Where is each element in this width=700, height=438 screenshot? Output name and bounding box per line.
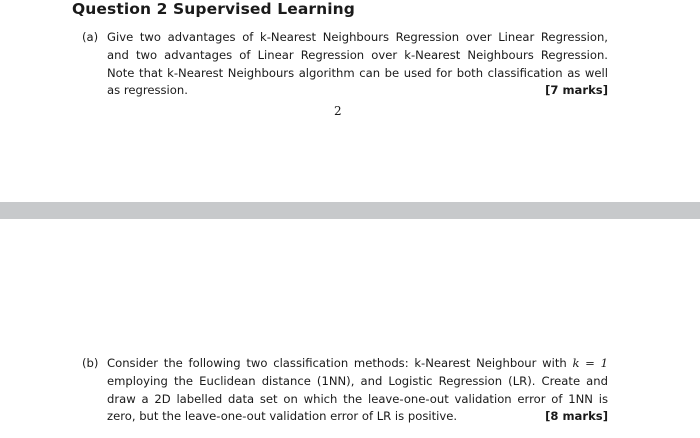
- page-separator: [0, 202, 700, 219]
- part-a-line-3: Note that k-Nearest Neighbours algorithm can be used for both classification as well: [107, 65, 608, 80]
- part-b-line-4-text: zero, but the leave-one-out validation error of LR is positive.: [107, 409, 458, 424]
- part-a-label: (a): [82, 30, 99, 44]
- part-a-line-4-text: as regression.: [107, 83, 188, 98]
- question-heading: Question 2 Supervised Learning: [72, 0, 355, 18]
- part-b-k-equation: k = 1: [572, 356, 608, 370]
- part-a: [82, 29, 608, 100]
- part-b-line-2: employing the Euclidean distance (1NN), and Logistic Regression (LR). Create and: [107, 373, 608, 388]
- part-a-line-2: and two advantages of Linear Regression over k-Nearest Neighbours Regression.: [107, 47, 608, 62]
- part-b-marks: [8 marks]: [545, 409, 608, 424]
- part-a-line-4: [107, 82, 608, 100]
- part-b-body: [107, 355, 608, 426]
- part-b-label: (b): [82, 356, 99, 370]
- part-b-line-1: [107, 355, 608, 373]
- part-b-line-1-text: Consider the following two classification methods: k-Nearest Neighbour with: [107, 356, 573, 370]
- part-b-line-4: [107, 408, 608, 426]
- part-a-body: [107, 29, 608, 100]
- page-number: 2: [334, 104, 342, 118]
- part-b-line-3: draw a 2D labelled data set on which the leave-one-out validation error of 1NN is: [107, 391, 608, 406]
- part-b: [82, 355, 608, 426]
- part-a-marks: [7 marks]: [545, 83, 608, 98]
- part-a-line-1: Give two advantages of k-Nearest Neighbours Regression over Linear Regression,: [107, 30, 608, 44]
